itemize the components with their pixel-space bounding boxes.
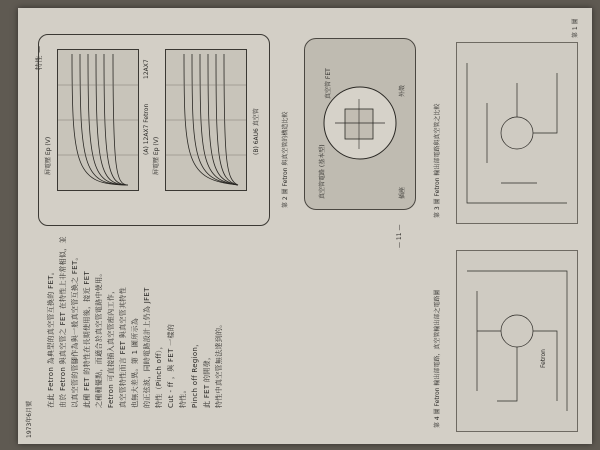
page-header-right: 第 1 圖 [572,18,579,38]
figure2-label-part: 外殼 [399,84,406,97]
plot-a-title: (A) 12AX7 Fetron [143,103,150,155]
curve-b1 [224,54,238,185]
circuit-4 [457,251,577,431]
body-line: 特性中真空管無法達到的。 [215,320,223,408]
plot-a-curves [58,50,138,190]
figure3-label: Fetron [540,349,547,368]
page-number: — 11 — [396,224,403,248]
body-line: 真空管特性而言 FET 與真空管其特性 [119,287,127,408]
plot-b-title: (B) 6AU6 真空管 [253,108,260,155]
figure1-plot-b [165,49,247,191]
tube-symbol [501,117,533,149]
figure2-photo [304,38,416,210]
body-line: 此 FET 的開發， [203,352,211,408]
figure1-box [38,34,270,226]
figure1-plot-a [57,49,139,191]
body-line: 之種種優點，而適合於真空管電路中使用。 [95,269,103,408]
body-line: Cut - ff ，與 FET 一樣的 [167,323,175,408]
body-line: Pinch off Region， [191,339,199,408]
body-line: Fetron 可直接插入真空管座內工作， [107,286,115,408]
plot-a-xlabel: 屏電壓 Ep (V) [45,136,52,175]
figure2-label-bottom: 真空管電路 (基本型) [319,144,326,199]
plot-a-tube: 12AX7 [143,59,150,79]
curve-b3 [208,54,238,185]
section-label: 特性 — [35,45,43,70]
body-line: 的正弦波，同時電路設計上仍為 JFET [143,287,151,408]
curve-a3 [96,54,128,185]
body-line: 以真空管的管腳作為與一般真空管互換之 FET。 [71,253,79,408]
figure4-circuit [456,250,578,432]
figure2-label-base: 插座 [399,186,406,199]
page-footer: 1973年6月號 [26,400,33,438]
curve-a4 [88,54,128,185]
plot-b-curves [166,50,246,190]
body-line: 由於 Fetron 與真空管之 FET 在特性上非常相似，並 [59,236,67,408]
body-line: 也無大差異。第 1 圖所示為 [131,317,139,408]
figure3-circuit [456,42,578,224]
tube-symbol-4 [501,315,533,347]
curve-b4 [200,54,238,185]
figure4-caption: 第 4 圖 Fetron 輸出部電路，真空管輸出部之電路圖 [434,289,441,428]
body-line: 在此 Fetron 為典型的真空管互換的 FET。 [47,267,55,408]
body-line: 特性（Pinch off）， [155,342,163,408]
plot-b-xlabel: 屏電壓 Ep (V) [153,136,160,175]
curve-b2 [216,54,238,185]
scanned-page [18,8,592,444]
body-line: 此種 FET 的特性在長期使用後，接近 FET [83,270,91,408]
body-line: 特性。 [179,386,187,408]
figure2-label-top: 真空管 FET [325,68,332,99]
circuit-3 [457,43,577,223]
figure3-caption: 第 3 圖 Fetron 輸出部電路與真空管之比較 [434,103,441,218]
figure2-caption: 第 2 圖 Fetron 與真空管的構造比較 [282,111,289,208]
curve-a1 [113,54,128,185]
